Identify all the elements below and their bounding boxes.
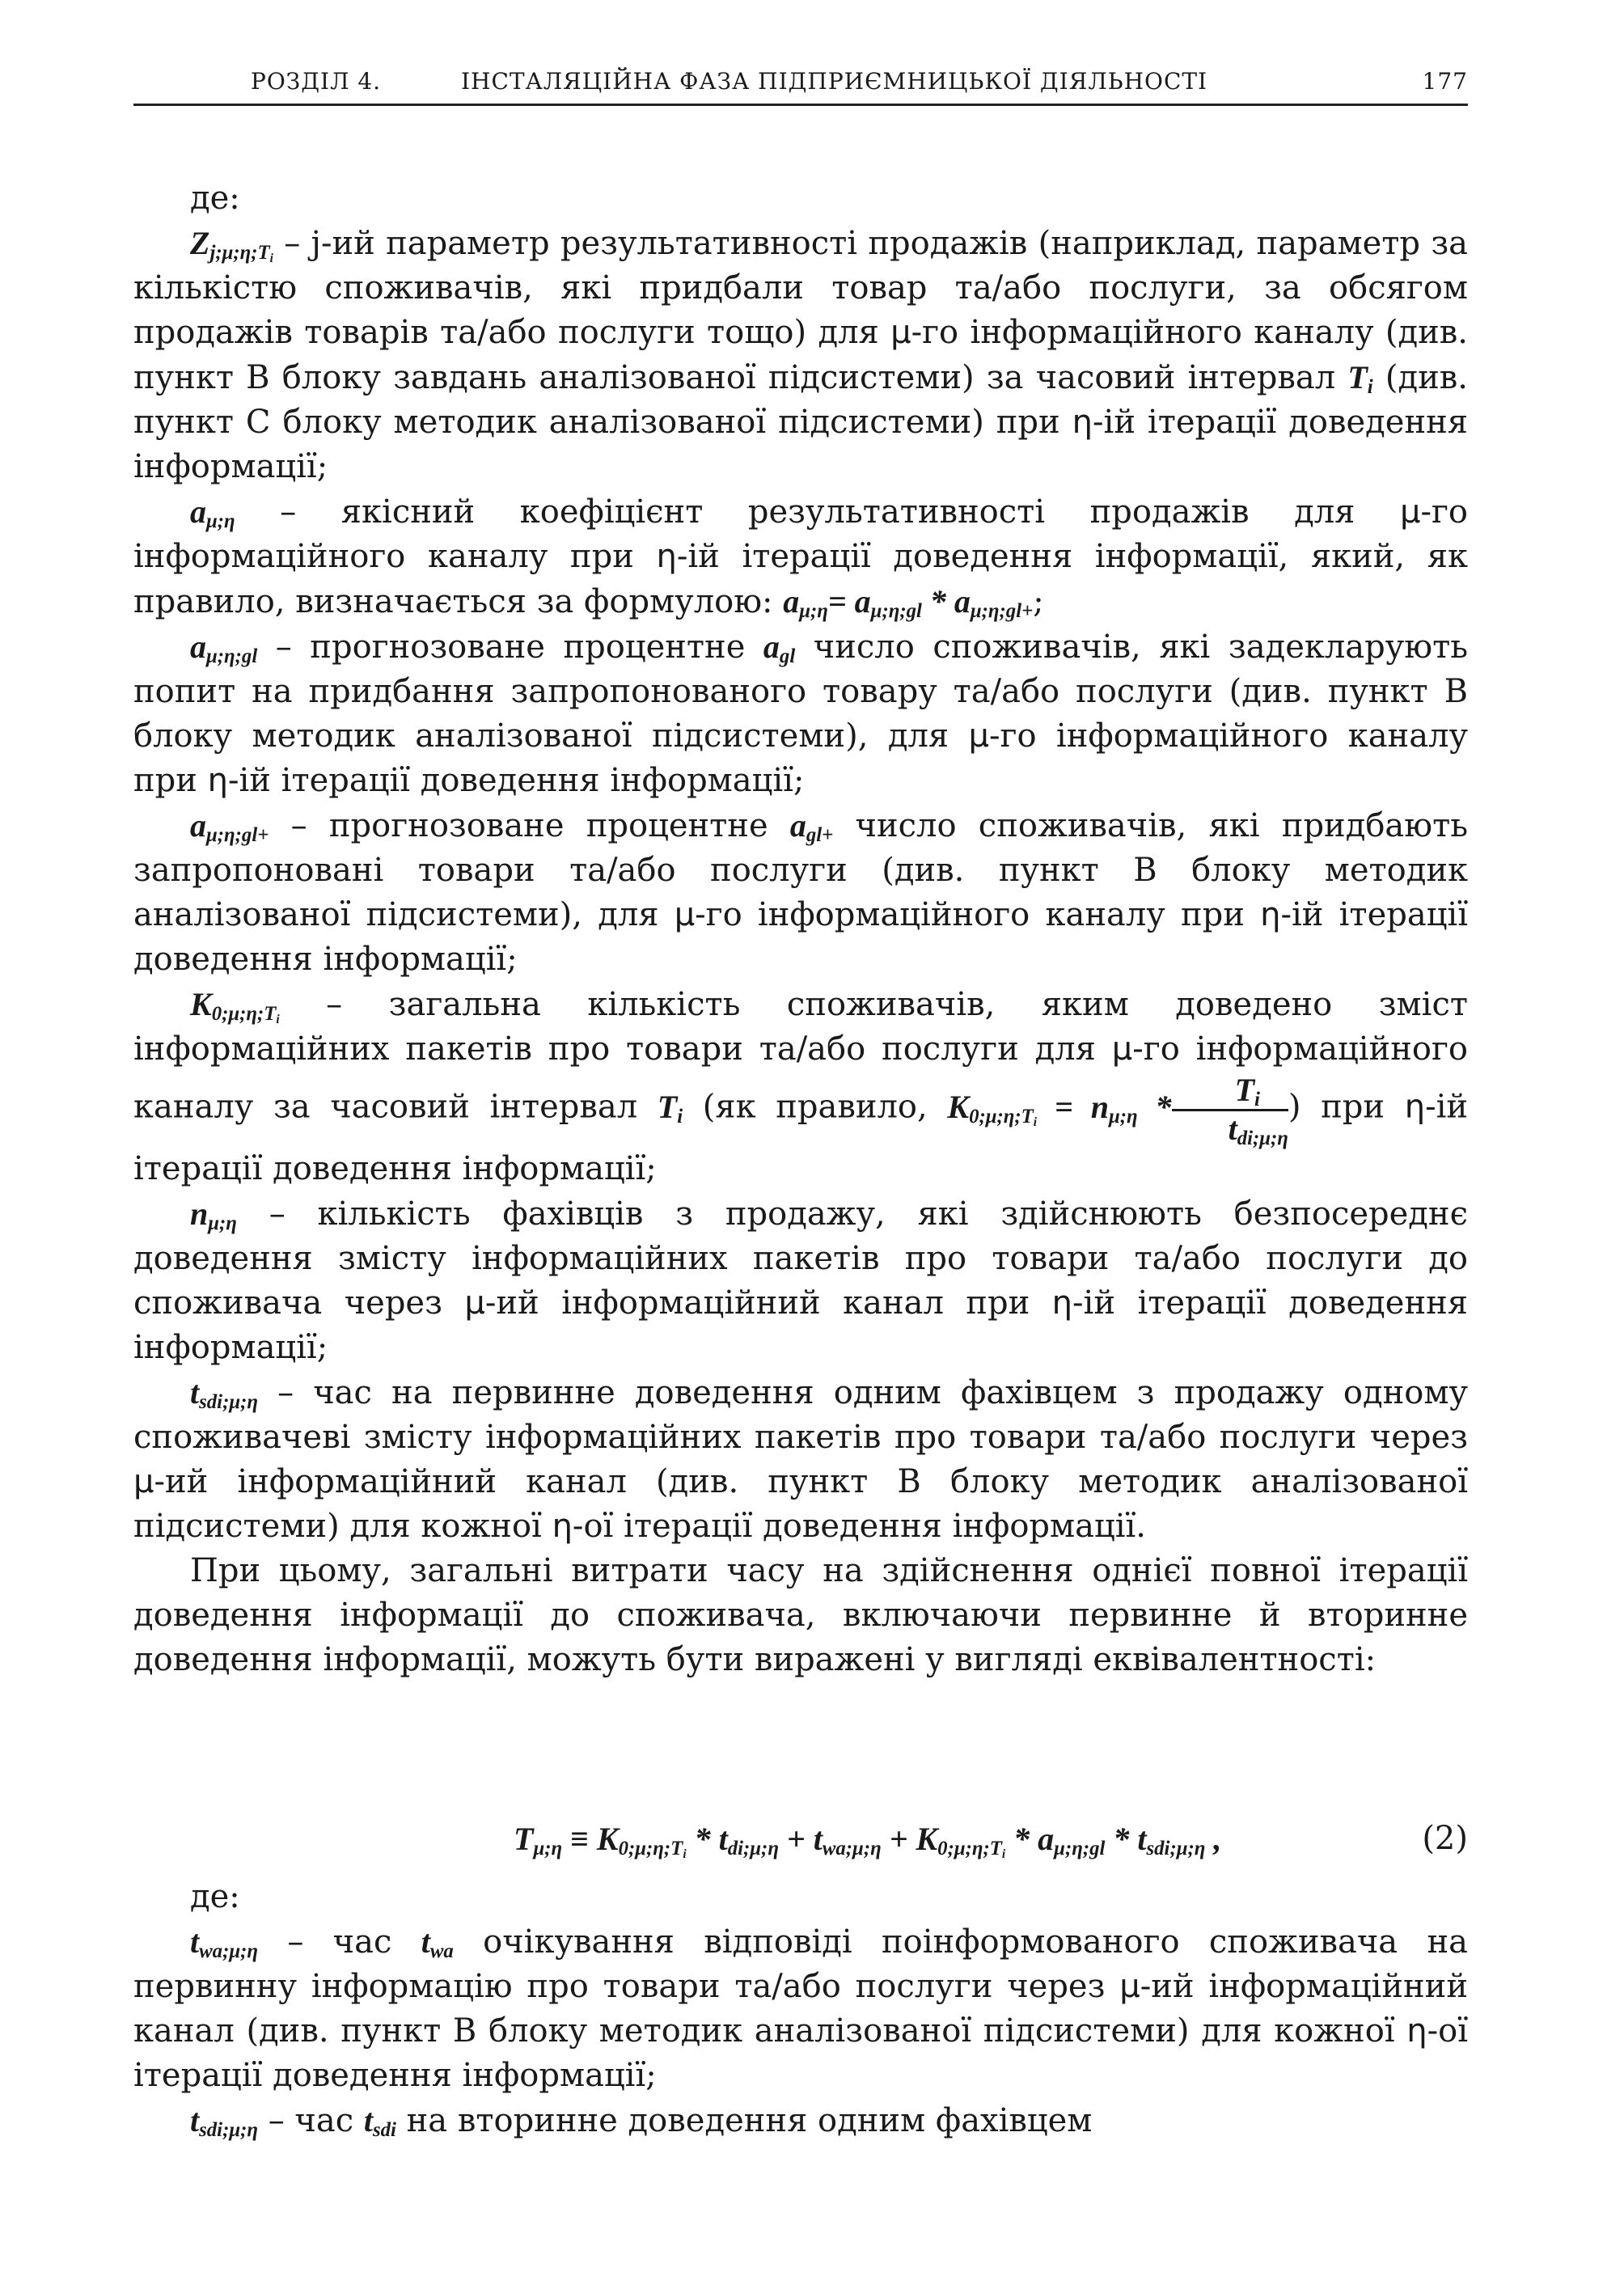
symbol-a: $a_{\mu;\eta}$ [190,493,235,533]
def-a: $a_{\mu;\eta}$ – якісний коефіцієнт результативності продажів для μ-го інформаційного каналу при η-ій ітерації доведення інформації, який, як правило, визначається за формулою: $a_{\mu;\eta}= a_{\mu;\eta;gl} * a_{\mu;\eta;gl+}$; [133,493,1468,623]
equation-number: (2) [1422,1820,1468,1857]
symbol-agl-plus: $a_{\mu;\eta;gl+}$ [190,807,269,847]
def-tsdi: $t_{sdi;\mu;\eta}$ – час на первинне доведення одним фахівцем з продажу одному споживачеві змісту інформаційних пакетів про товари та/або послуги через μ-ий інформаційний канал (див. пункт В блоку методик аналізованої підсистеми) для кожної η-ої ітерації доведення інформації. [133,1374,1468,1545]
definitions-block-1 [133,176,1468,1682]
def-n: $n_{\mu;\eta}$ – кількість фахівців з продажу, які здійснюють безпосереднє доведення змісту інформаційних пакетів про товари та/або послуги до споживача через μ-ий інформаційний канал при η-ій ітерації доведення інформації; [133,1195,1468,1366]
symbol-tsdi: $t_{sdi;\mu;\eta}$ [190,1374,258,1414]
symbol-n: $n_{\mu;\eta}$ [190,1195,237,1235]
def-k: $K_{0;\mu;\eta;T_i}$ – загальна кількість споживачів, яким доведено зміст інформаційних пакетів про товари та/або послуги для μ-го інформаційного каналу за часовий інтервал $T_i$ (як правило, $K_{0;\mu;\eta;T_i} = n_{\mu;\eta}$ * $\frac{T_i}{t_{di;\mu;\eta}}$ ) при η-ій ітерації доведення інформації; [133,986,1469,1187]
header-page-number: 177 [1422,68,1468,95]
def-agl-plus: $a_{\mu;\eta;gl+}$ – прогнозоване процентне $a_{gl+}$ число споживачів, які придбають запропоновані товари та/або послуги (див. пункт В блоку методик аналізованої підсистеми), для μ-го інформаційного каналу при η-ій ітерації доведення інформації; [133,807,1468,978]
def-twa: $t_{wa;\mu;\eta}$ – час $t_{wa}$ очікування відповіді поінформованого споживача на первинну інформацію про товари та/або послуги через μ-ий інформаційний канал (див. пункт В блоку методик аналізованої підсистеми) для кожної η-ої ітерації доведення інформації; [133,1923,1469,2094]
where-label-1: де: [190,180,240,217]
symbol-k: $K_{0;\mu;\eta;T_i}$ [190,986,280,1027]
running-header [133,63,1468,106]
paragraph-equivalence: При цьому, загальні витрати часу на здійснення однієї повної ітерації доведення інформації до споживача, включаючи первинне й вторинне доведення інформації, можуть бути виражені у вигляді еквівалентності: [133,1552,1468,1678]
formula-a: $a_{\mu;\eta}= a_{\mu;\eta;gl} * a_{\mu;\eta;gl+}$ [783,583,1034,623]
formula-k: $K_{0;\mu;\eta;T_i} = n_{\mu;\eta}$ * [947,1088,1172,1129]
symbol-twa: $t_{wa;\mu;\eta}$ [190,1923,258,1963]
def-tsdi-2: $t_{sdi;\mu;\eta}$ – час $t_{sdi}$ на вторинне доведення одним фахівцем [190,2102,1093,2142]
symbol-agl: $a_{\mu;\eta;gl}$ [190,628,258,668]
fraction-ti-tdi: $\frac{T_i}{t_{di;\mu;\eta}}$ [1172,1072,1288,1147]
definitions-block-2 [133,1875,1468,2143]
header-section: РОЗДІЛ 4. [251,68,382,95]
def-agl: $a_{\mu;\eta;gl}$ – прогнозоване процентне $a_{gl}$ число споживачів, які задекларують попит на придбання запропонованого товару та/або послуги (див. пункт В блоку методик аналізованої підсистеми), для μ-го інформаційного каналу при η-ій ітерації доведення інформації; [133,628,1469,799]
where-label-2: де: [190,1878,240,1915]
def-z: $Z_{j;\mu;\eta;T_i} - j-ий$ параметр результативності продажів (наприклад, параметр за кількістю споживачів, які придбали товар та/або послуги, за обсягом продажів товарів та/або послуги тощо) для μ-го інформаційного каналу (див. пункт В блоку завдань аналізованої підсистеми) за часовий інтервал $T_i$ (див. пункт С блоку методик аналізованої підсистеми) при η-ій ітерації доведення інформації; [133,225,1469,485]
symbol-z: $Z_{j;\mu;\eta;T_i}$ [190,225,273,266]
equation-2-body: $T_{\mu;\eta} \equiv K_{0;\mu;\eta;T_i} * t_{di;\mu;\eta} + t_{wa;\mu;\eta} + K_{0;\mu;\eta;T_i} * a_{\mu;\eta;gl} * t_{sdi;\mu;\eta}$ , [514,1821,1222,1862]
equation-2 [133,1820,1468,1868]
header-title: ІНСТАЛЯЦІЙНА ФАЗА ПІДПРИЄМНИЦЬКОЇ ДІЯЛЬНОСТІ [461,68,1208,95]
symbol-tsdi-2: $t_{sdi;\mu;\eta}$ [190,2102,258,2142]
